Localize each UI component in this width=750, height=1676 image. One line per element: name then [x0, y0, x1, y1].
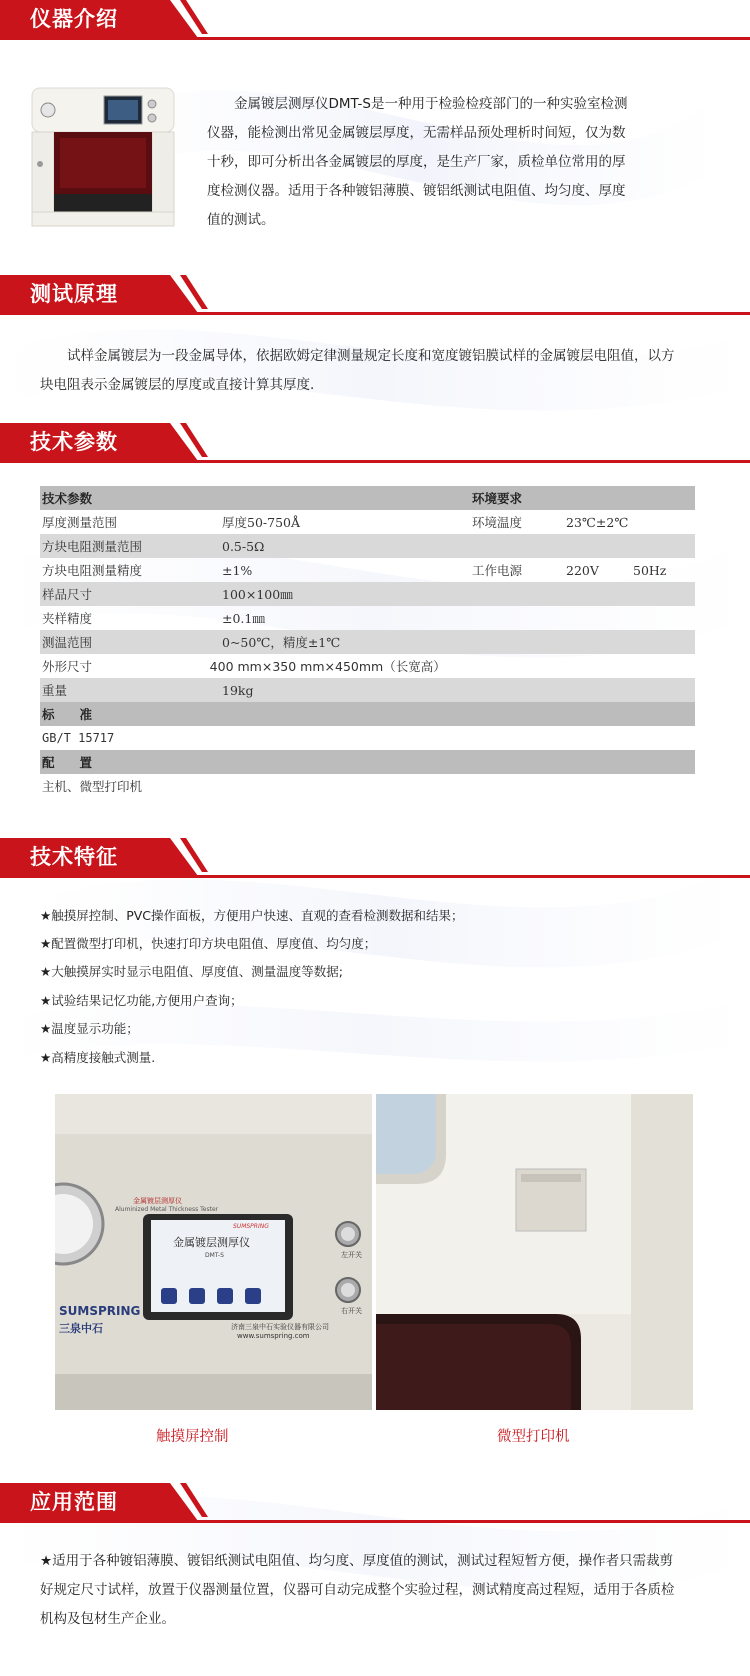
standard-value-row: GB/T 15717	[42, 731, 115, 745]
list-item: ★高精度接触式测量.	[40, 1050, 156, 1065]
header-slash-decoration	[158, 423, 208, 461]
section-title: 技术参数	[0, 423, 170, 461]
section-title: 测试原理	[0, 275, 170, 313]
spec-table	[40, 486, 695, 798]
table-row: 重量 19kg	[40, 678, 695, 702]
table-row: 测温范围 0~50℃，精度±1℃	[40, 630, 695, 654]
table-row: 夹样精度 ±0.1㎜	[42, 611, 265, 626]
touchscreen-photo: 金属镀层测厚仪 Aluminized Metal Thickness Tester SUMSPRING 金属镀层测厚仪 DMT-S 左开关 右开关 SUMSPRING 三泉中石 济南三泉中石实验仪器有限公司 www.sumspring.com	[55, 1094, 372, 1410]
section-title: 仪器介绍	[0, 0, 170, 38]
photo-caption: 微型打印机	[497, 1429, 570, 1445]
printer-photo	[376, 1094, 693, 1410]
photo-caption: 触摸屏控制	[156, 1429, 229, 1445]
principle-text: 试样金属镀层为一段金属导体，依据欧姆定律测量规定长度和宽度镀铝膜试样的金属镀层电阻值，以方 块电阻表示金属镀层的厚度或直接计算其厚度.	[40, 348, 675, 393]
header-slash-decoration	[158, 275, 208, 313]
list-item: ★配置微型打印机，快速打印方块电阻值、厚度值、均匀度；	[40, 936, 377, 951]
intro-text: 金属镀层测厚仪DMT-S是一种用于检验检疫部门的一种实验室检测 仪器，能检测出常见金属镀层厚度，无需样品预处理析时间短，仅为数 十秒，即可分析出各金属镀层的厚度，是生产厂家，质检单位常用的厚 度检测仪器。适用于各种镀铝薄膜、镀铝纸测试电阻值、均匀度、厚度 值的测试。	[207, 96, 628, 228]
list-item: ★触摸屏控制、PVC操作面板，方便用户快速、直观的查看检测数据和结果；	[40, 908, 464, 923]
section-header-features	[0, 838, 750, 878]
table-row: 外形尺寸 400 mm×350 mm×450mm（长宽高）	[42, 659, 446, 674]
list-item: ★温度显示功能；	[40, 1021, 139, 1036]
application-text: ★适用于各种镀铝薄膜、镀铝纸测试电阻值、均匀度、厚度值的测试，测试过程短暂方便，操作者只需裁剪 好规定尺寸试样，放置于仪器测量位置，仪器可自动完成整个实验过程，测试精度高过程短，适用于各质检 机构及包材生产企业。	[40, 1553, 675, 1627]
spec-header-row: 技术参数 环境要求	[40, 486, 695, 510]
section-header-application	[0, 1483, 750, 1523]
header-slash-decoration	[158, 1483, 208, 1521]
table-row: 样品尺寸 100×100㎜	[40, 582, 695, 606]
section-title: 应用范围	[0, 1483, 170, 1521]
config-value-row: 主机、微型打印机	[42, 779, 143, 794]
section-title: 技术特征	[0, 838, 170, 876]
list-item: ★试验结果记忆功能,方便用户查询；	[40, 993, 243, 1008]
header-slash-decoration	[158, 838, 208, 876]
section-header-params	[0, 423, 750, 463]
section-header-intro	[0, 0, 750, 40]
section-header-principle	[0, 275, 750, 315]
table-row: 厚度测量范围 厚度50-750Å 环境温度 23℃±2℃	[42, 514, 629, 530]
table-row: 方块电阻测量范围 0.5-5Ω	[40, 534, 695, 558]
standard-header-row: 标 准	[40, 702, 695, 726]
product-image	[28, 84, 178, 234]
table-row: 方块电阻测量精度 ±1% 工作电源 220V 50Hz	[42, 562, 667, 578]
config-header-row: 配 置	[40, 750, 695, 774]
list-item: ★大触摸屏实时显示电阻值、厚度值、测量温度等数据;	[40, 964, 343, 979]
header-slash-decoration	[158, 0, 208, 38]
